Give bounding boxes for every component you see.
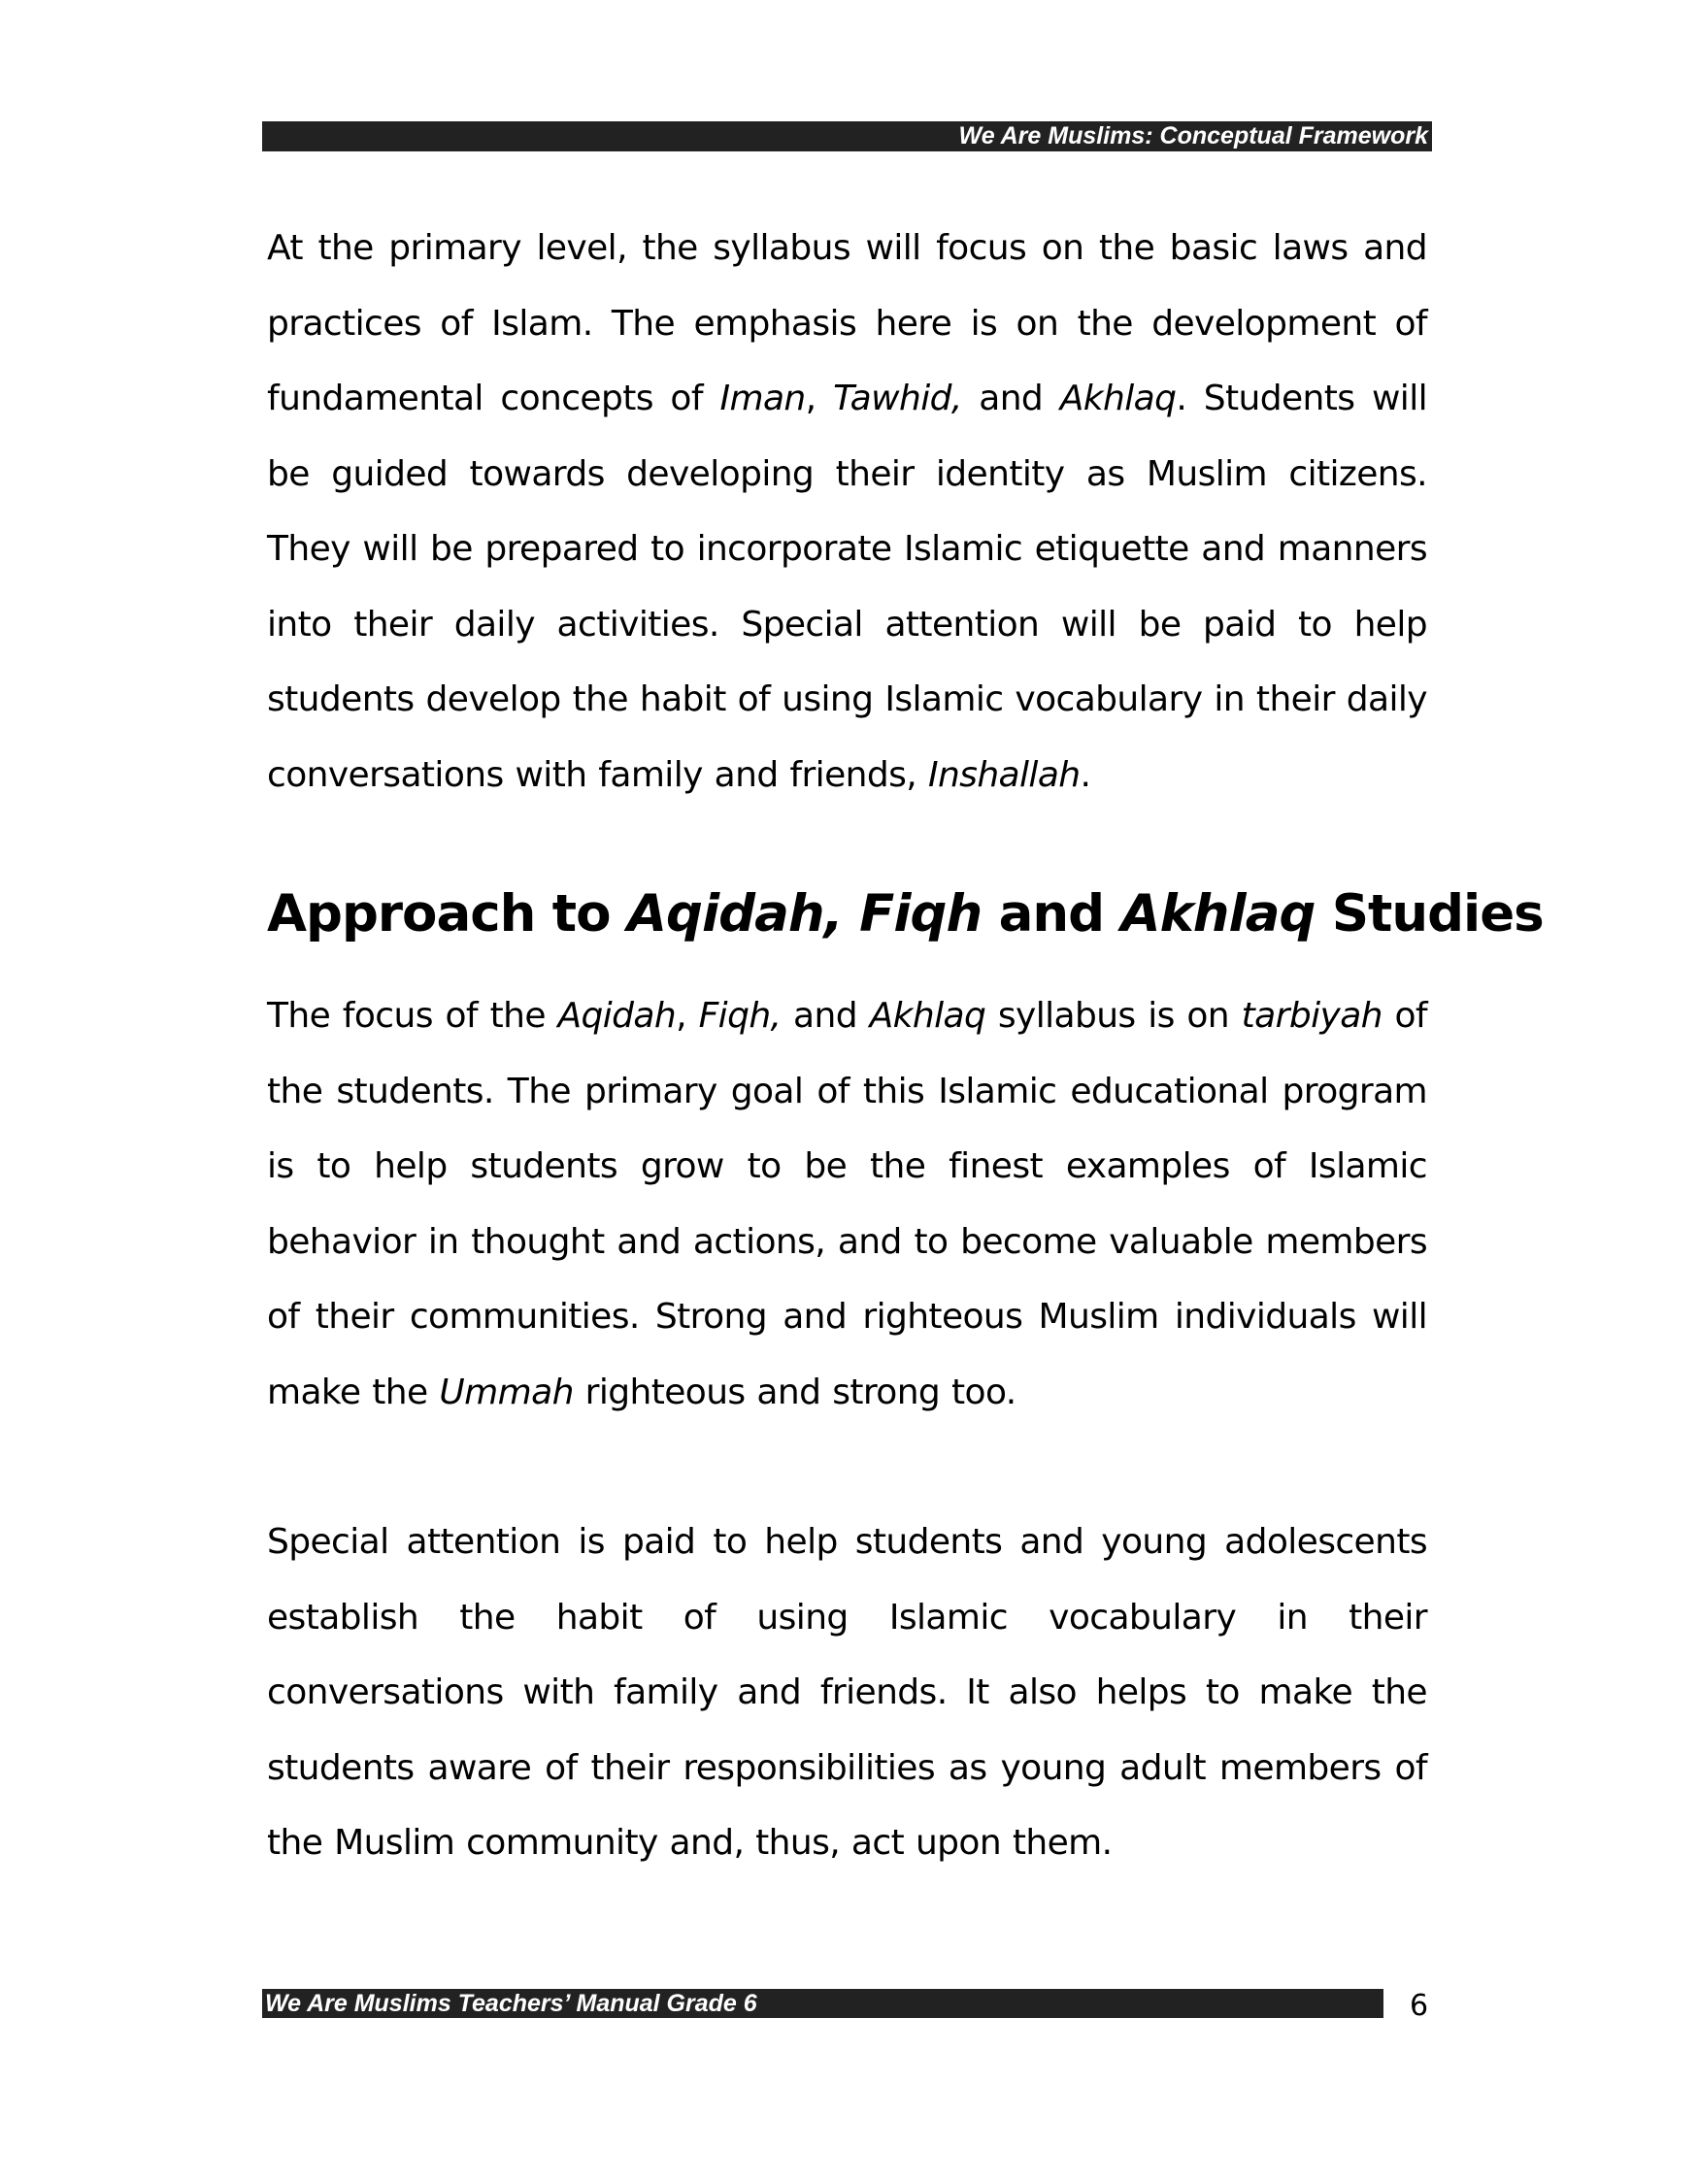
term-ummah: Ummah: [439, 1372, 574, 1412]
text-run: . Students will be guided towards developing their identity as Muslim citizens. They will be prepared to incorporate Islamic etiquette and manners into their daily activities. Special attention will be paid to help students develop the habit of using Islamic vocabulary in their daily conversations with family and friends,: [267, 379, 1428, 795]
term-iman: Iman: [719, 379, 806, 418]
text-run: of the students. The primary goal of this Islamic educational program is to help students grow to be the finest examples of Islamic behavior in thought and actions, and to become valuable members of their communities. Strong and righteous Muslim individuals will make the: [267, 996, 1427, 1412]
page-number: 6: [1410, 1989, 1429, 2023]
text-run: .: [1080, 754, 1091, 795]
text-run: ,: [676, 996, 699, 1036]
text-run: syllabus is on: [985, 996, 1242, 1036]
text-run: The focus of the: [267, 996, 558, 1036]
heading-text: Approach to: [267, 884, 628, 943]
term-akhlaq: Akhlaq: [869, 996, 986, 1036]
running-header-title: We Are Muslims: Conceptual Framework: [958, 122, 1428, 149]
header-bar: [262, 121, 1432, 151]
term-aqidah: Aqidah: [557, 996, 677, 1036]
heading-text: Studies: [1315, 884, 1544, 943]
text-run: At the primary level, the syllabus will focus on the basic laws and practices of Islam. The emphasis here is on the development of fundamental concepts of: [267, 228, 1427, 418]
term-akhlaq: Akhlaq: [1059, 379, 1177, 418]
page-body: [267, 211, 1544, 1881]
heading-term-aqidah-fiqh: Aqidah, Fiqh: [627, 884, 983, 943]
paragraph-special-attention: Special attention is paid to help students and young adolescents establish the habit of using Islamic vocabulary in their conversations with family and friends. It also helps to make the students aware of their responsibilities as young adult members of the Muslim community and, thus, act upon them.: [267, 1522, 1427, 1863]
heading-text: and: [982, 884, 1121, 943]
heading-term-akhlaq: Akhlaq: [1120, 884, 1316, 943]
term-tarbiyah: tarbiyah: [1241, 996, 1383, 1036]
text-run: and: [781, 996, 870, 1036]
term-inshallah: Inshallah: [927, 754, 1081, 795]
footer-bar: [262, 1989, 1383, 2018]
text-run: and: [961, 379, 1060, 418]
section-heading: [267, 880, 1544, 948]
running-footer-title: We Are Muslims Teachers’ Manual Grade 6: [265, 1990, 757, 2017]
paragraph-primary-level: [267, 211, 1427, 812]
term-tawhid: Tawhid,: [833, 379, 962, 418]
paragraph-focus: [267, 978, 1427, 1430]
term-fiqh: Fiqh,: [698, 996, 782, 1036]
text-run: righteous and strong too.: [573, 1372, 1016, 1412]
text-run: ,: [805, 379, 834, 418]
